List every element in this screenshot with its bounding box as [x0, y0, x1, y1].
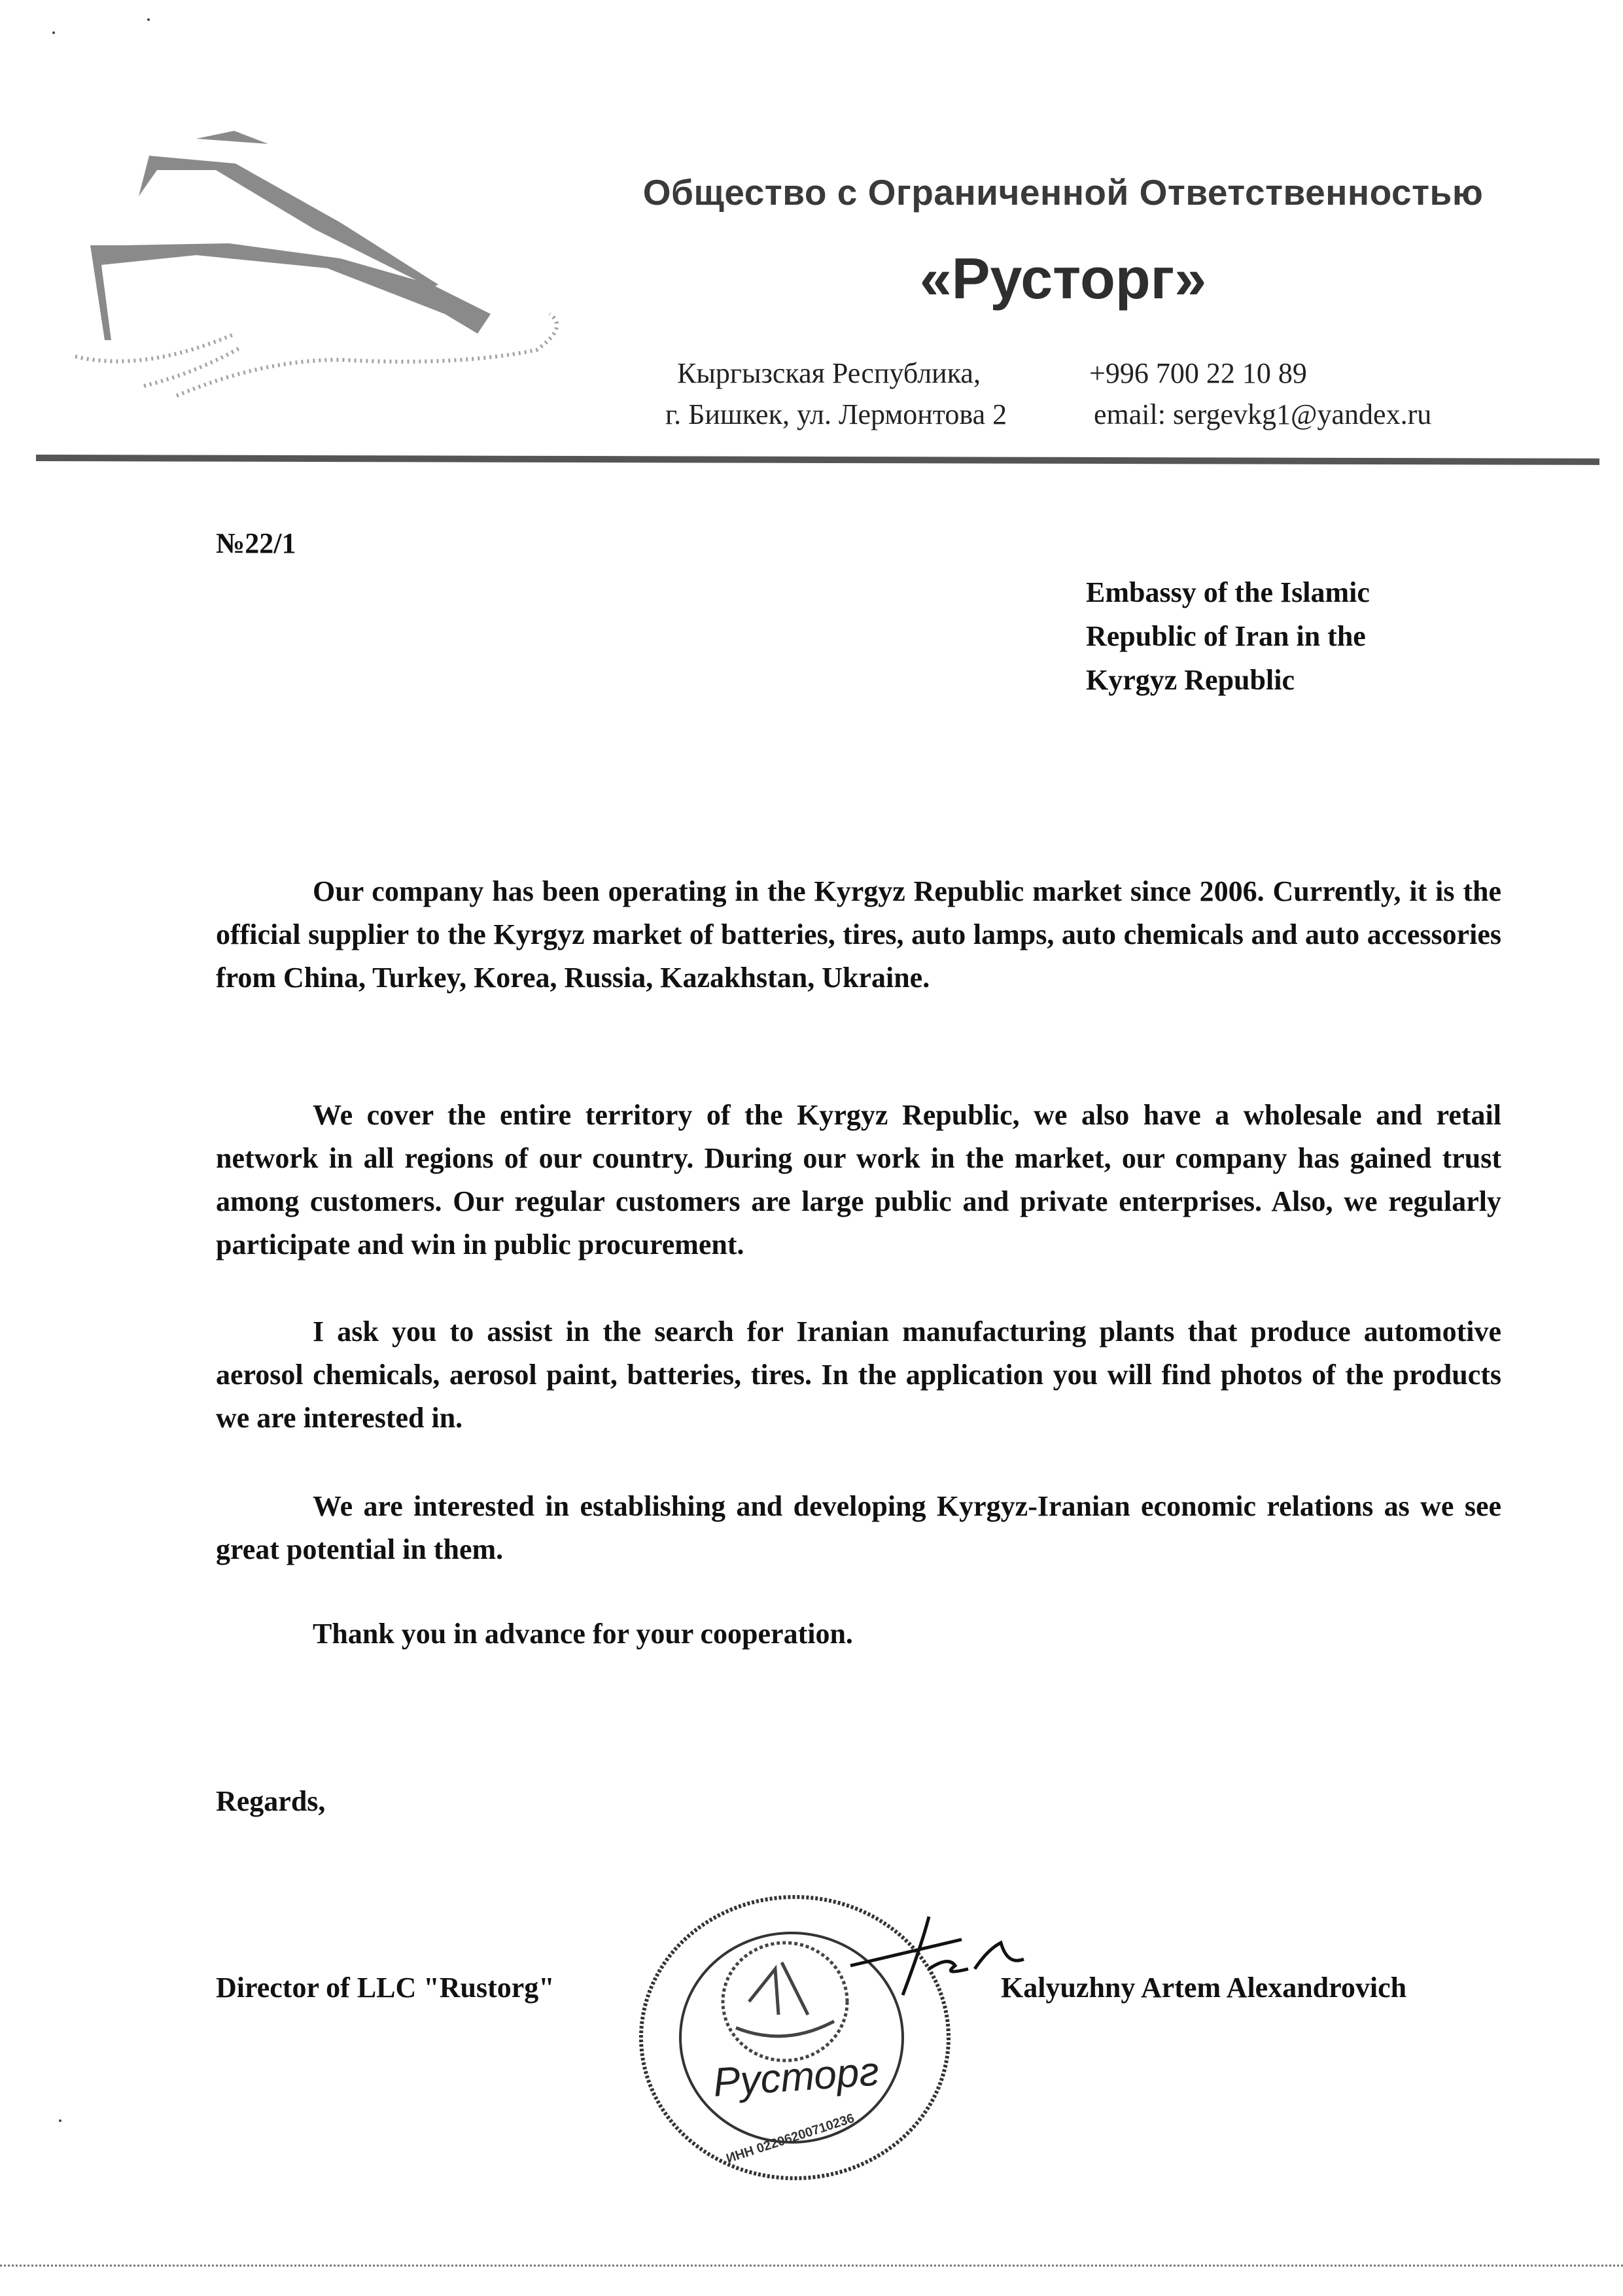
signature-mark	[844, 1904, 1027, 2008]
company-type: Общество с Ограниченной Ответственностью	[642, 172, 1484, 213]
logo-mast	[196, 131, 268, 144]
ship-logo-icon	[65, 98, 615, 406]
signature-stroke	[850, 1917, 1024, 1995]
company-name: «Русторг»	[919, 246, 1207, 311]
recipient-block	[1086, 570, 1370, 702]
scan-speck	[52, 31, 55, 34]
scan-edge-line	[0, 2265, 1623, 2267]
scan-speck	[147, 18, 150, 21]
signer-name: Kalyuzhny Artem Alexandrovich	[1001, 1972, 1407, 2004]
recipient-line: Republic of Iran in the	[1086, 620, 1366, 652]
header-divider	[36, 455, 1599, 465]
phone-number: +996 700 22 10 89	[1089, 357, 1307, 389]
body-paragraph: I ask you to assist in the search for Iranian manufacturing plants that produce automotive aerosol chemicals, aerosol paint, batteries, tires. In the application you will find photos of the products we are interested in.	[216, 1315, 1501, 1434]
logo-upper-deck	[139, 156, 438, 288]
closing-regards: Regards,	[216, 1785, 326, 1817]
closing-thanks: Thank you in advance for your cooperation.	[313, 1618, 853, 1650]
seal-tax-number: ИНН 02206200710236	[724, 2111, 856, 2166]
body-paragraph: We cover the entire territory of the Kyrgyz Republic, we also have a wholesale and retail network in all regions of our country. During our work in the market, our company has gained trust among customers. Our regular customers are large public and private enterprises. Also, we regularly participate and win in public procurement.	[216, 1099, 1501, 1261]
body-paragraph: We are interested in establishing and developing Kyrgyz-Iranian economic relations as we see great potential in them.	[216, 1490, 1501, 1565]
seal-brand: Русторг	[711, 2049, 881, 2106]
recipient-line: Kyrgyz Republic	[1086, 664, 1295, 696]
scan-speck	[59, 2119, 61, 2122]
address-line-2: г. Бишкек, ул. Лермонтова 2	[665, 398, 1007, 430]
seal-ship-sails	[736, 1962, 834, 2036]
email-address: email: sergevkg1@yandex.ru	[1094, 398, 1432, 430]
reference-number: №22/1	[216, 527, 296, 559]
signer-title: Director of LLC "Rustorg"	[216, 1972, 555, 2004]
recipient-line: Embassy of the Islamic	[1086, 576, 1370, 608]
address-line-1: Кыргызская Республика,	[677, 357, 981, 389]
seal-ship-emblem	[723, 1943, 847, 2061]
logo-hull	[90, 243, 491, 340]
logo-waves	[75, 314, 557, 396]
body-paragraph: Our company has been operating in the Kyrgyz Republic market since 2006. Currently, it is the official supplier to the Kyrgyz market of batteries, tires, auto lamps, auto chemicals and auto accessories from China, Turkey, Korea, Russia, Kazakhstan, Ukraine.	[216, 875, 1501, 994]
